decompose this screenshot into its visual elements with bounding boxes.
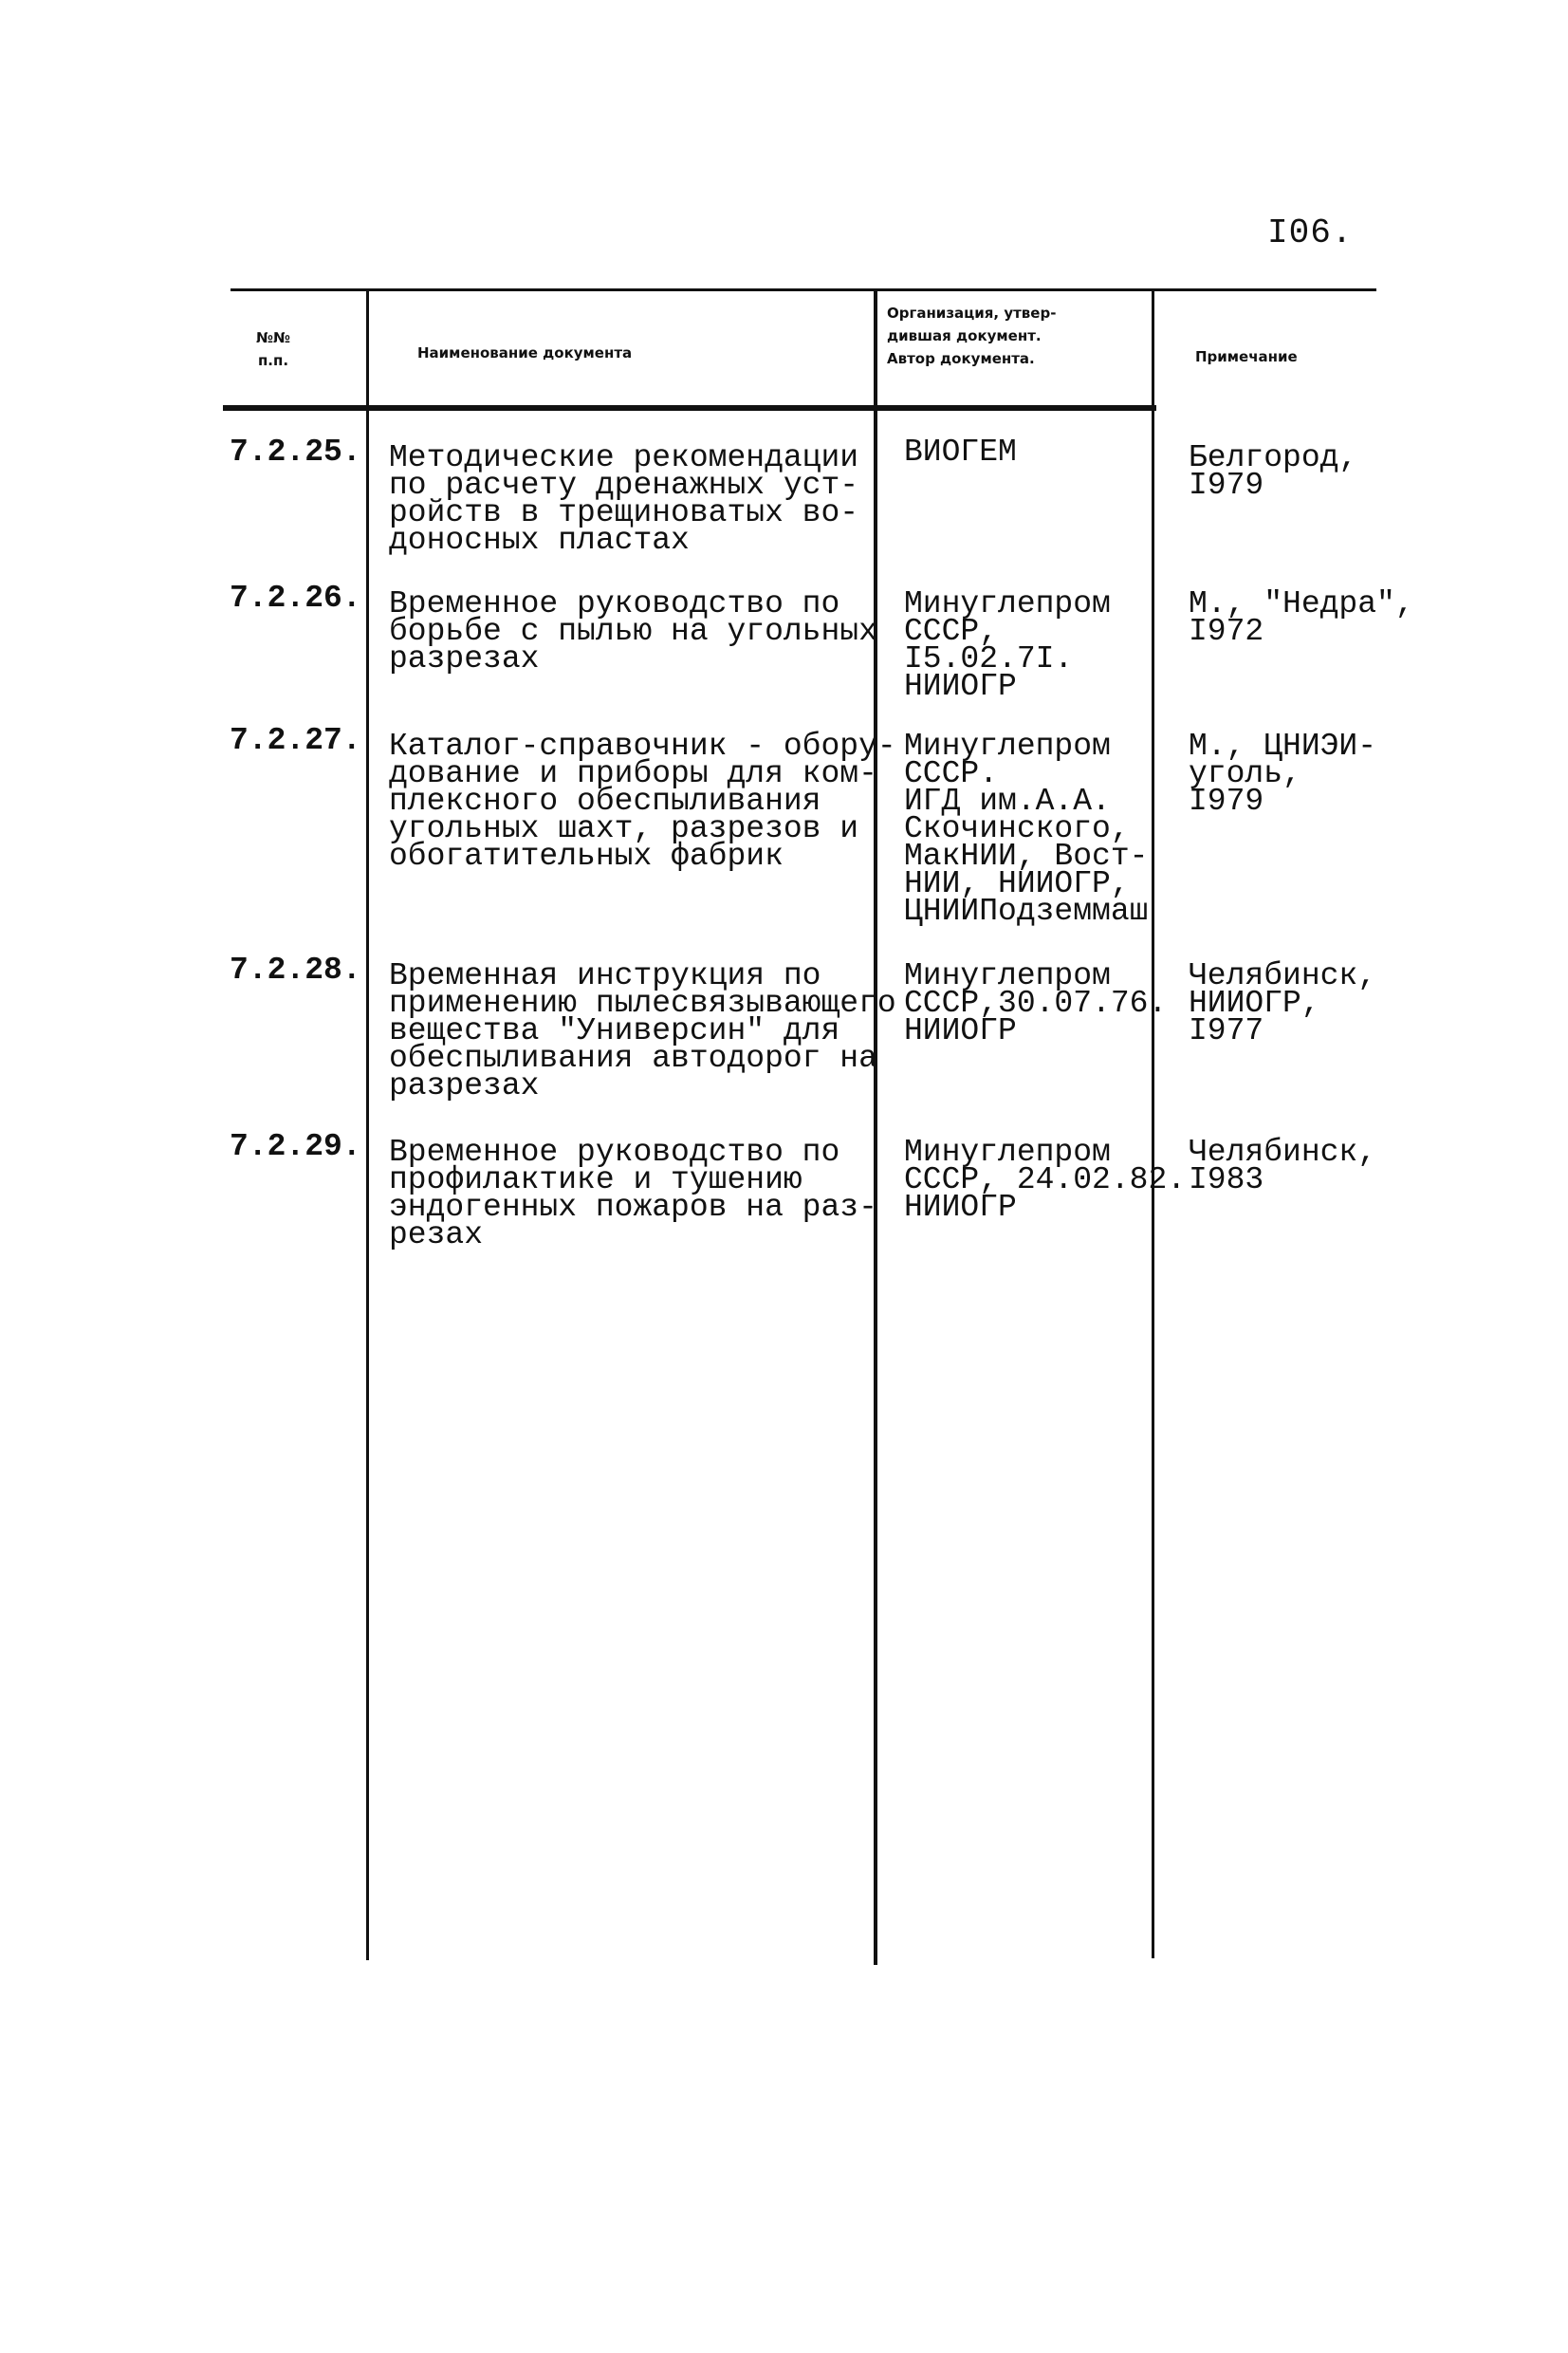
organization: Минуглепром СССР,30.07.76. НИИОГР xyxy=(904,958,1168,1048)
table-top-rule xyxy=(231,288,1376,291)
column-divider-3 xyxy=(1152,290,1154,1958)
row-number: 7.2.28. xyxy=(230,953,361,988)
document-name: Методические рекомендации по расчету дренажных уст- ройств в трещиноватых во- доносных пластах xyxy=(389,440,859,558)
row-number: 7.2.26. xyxy=(230,581,361,616)
note: Белгород, I979 xyxy=(1189,440,1358,503)
document-name: Временная инструкция по применению пылесвязывающего вещества "Универсин" для обеспыливания автодорог на разрезах xyxy=(389,958,896,1103)
document-name: Каталог-справочник - обору- дование и приборы для ком- плексного обеспыливания угольных шахт, разрезов и обогатительных фабрик xyxy=(389,729,896,874)
table-header-rule xyxy=(223,405,1156,411)
organization: Минуглепром СССР. ИГД им.А.А. Скочинского, МакНИИ, Вост- НИИ, НИИОГР, ЦНИИПодземмаш xyxy=(904,729,1149,929)
organization: ВИОГЕМ xyxy=(904,435,1017,470)
header-note: Примечание xyxy=(1195,348,1298,365)
column-divider-1 xyxy=(366,290,369,1960)
row-number: 7.2.29. xyxy=(230,1129,361,1164)
organization: Минуглепром СССР, I5.02.7I. НИИОГР xyxy=(904,586,1111,704)
note: М., "Недра", I972 xyxy=(1189,586,1414,649)
header-num: №№ п.п. xyxy=(255,329,291,369)
column-divider-2 xyxy=(874,290,877,1965)
header-org: Организация, утвер- дившая документ. Автор документа. xyxy=(887,305,1057,367)
note: М., ЦНИЭИ- уголь, I979 xyxy=(1189,729,1377,819)
document-name: Временное руководство по борьбе с пылью на угольных разрезах xyxy=(389,586,877,676)
note: Челябинск, НИИОГР, I977 xyxy=(1189,958,1377,1048)
row-number: 7.2.27. xyxy=(230,723,361,758)
note: Челябинск, I983 xyxy=(1189,1135,1377,1197)
page-number: I06. xyxy=(1267,213,1354,252)
header-name: Наименование документа xyxy=(417,344,633,361)
document-name: Временное руководство по профилактике и тушению эндогенных пожаров на раз- резах xyxy=(389,1135,877,1252)
organization: Минуглепром СССР, 24.02.82. НИИОГР xyxy=(904,1135,1187,1225)
row-number: 7.2.25. xyxy=(230,435,361,470)
